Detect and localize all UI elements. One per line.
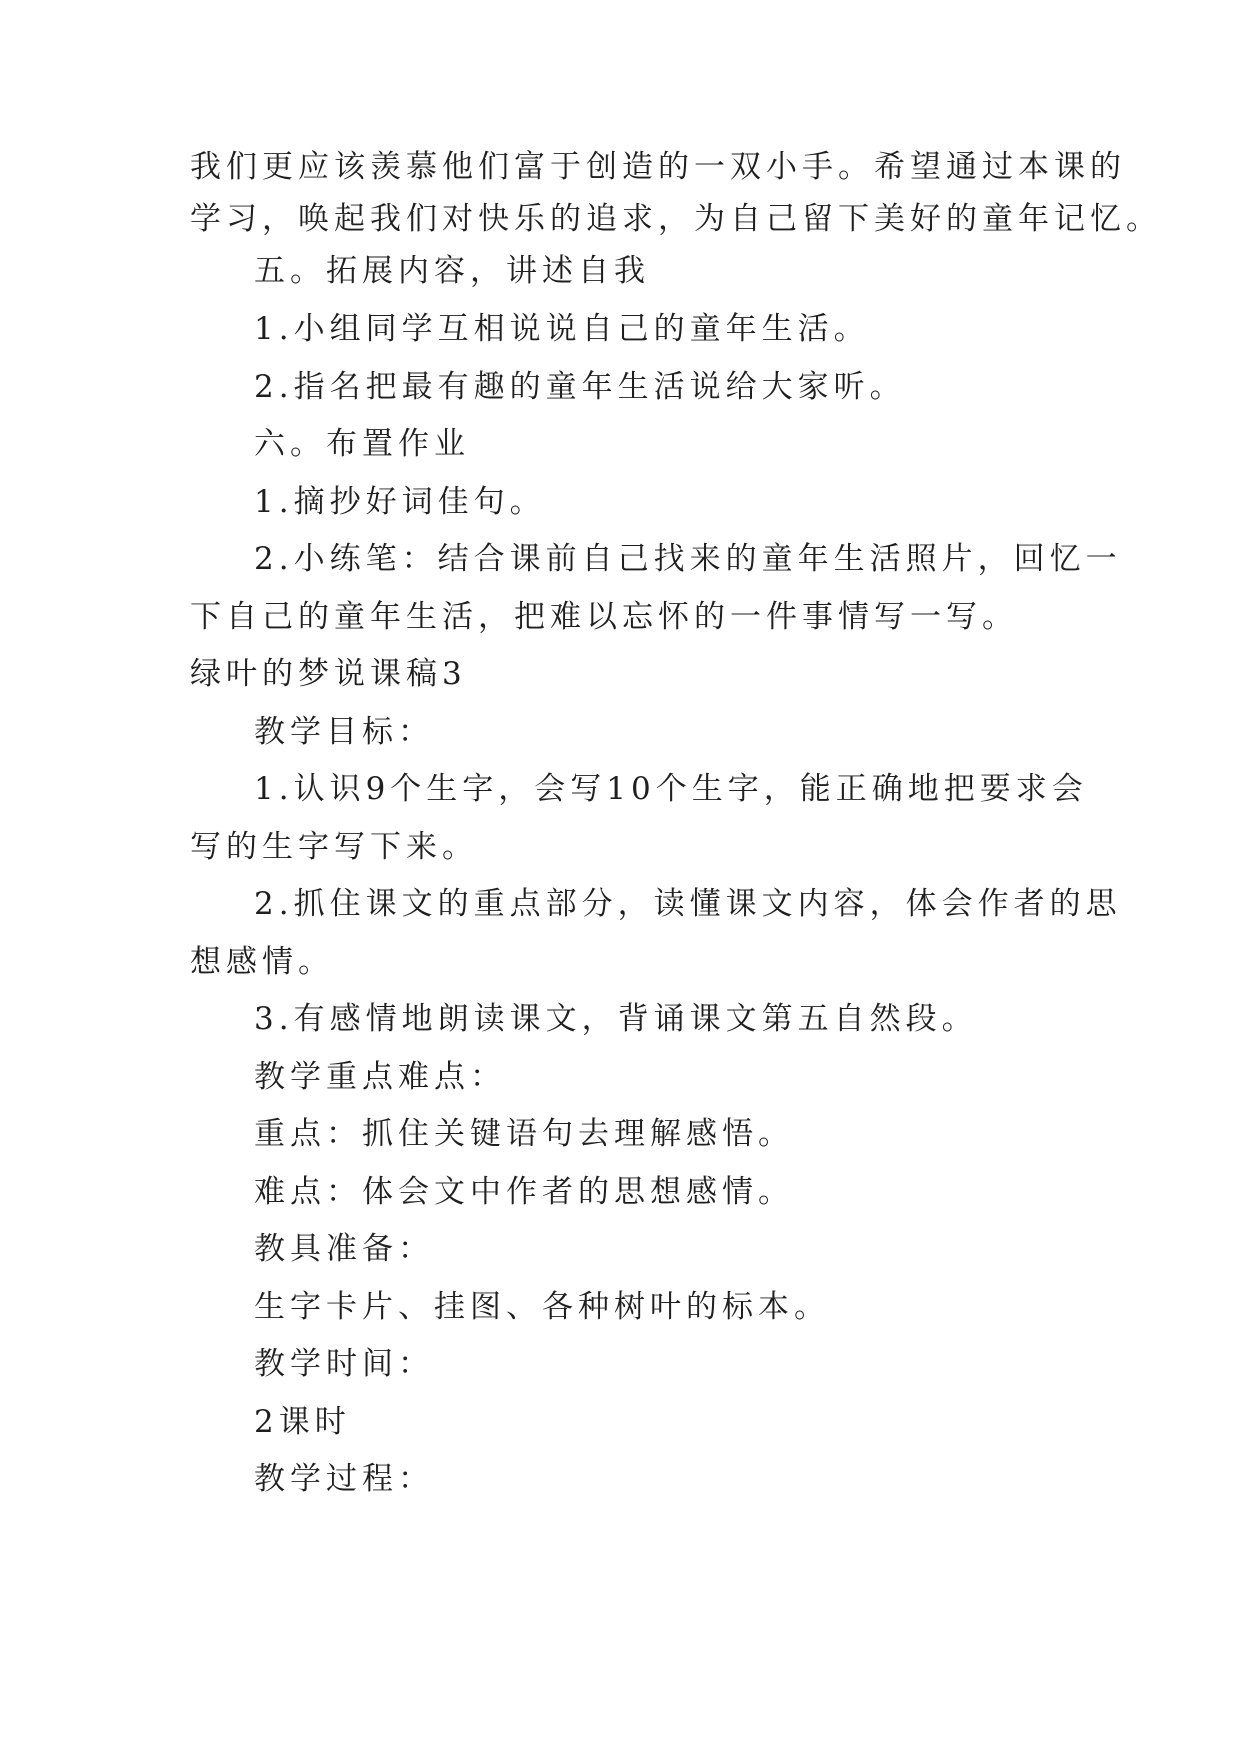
list-item: 1.小组同学互相说说自己的童年生活。 — [254, 311, 870, 347]
list-item: 1.认识9个生字，会写10个生字，能正确地把要求会 — [254, 771, 1088, 807]
list-item: 3.有感情地朗读课文，背诵课文第五自然段。 — [254, 1001, 978, 1037]
section-heading: 教学目标： — [254, 714, 434, 750]
section-heading: 教学过程： — [254, 1461, 434, 1497]
section-heading: 教学重点难点： — [254, 1059, 506, 1095]
paragraph-line: 我们更应该羡慕他们富于创造的一双小手。希望通过本课的 — [190, 149, 1126, 185]
section-heading: 五。拓展内容，讲述自我 — [254, 253, 650, 289]
paragraph-line: 学习，唤起我们对快乐的追求，为自己留下美好的童年记忆。 — [190, 201, 1162, 237]
list-item: 1.摘抄好词佳句。 — [254, 484, 546, 520]
paragraph-line: 重点：抓住关键语句去理解感悟。 — [254, 1116, 794, 1152]
paragraph-line: 生字卡片、挂图、各种树叶的标本。 — [254, 1289, 830, 1325]
list-item: 2.小练笔：结合课前自己找来的童年生活照片，回忆一 — [254, 541, 1122, 577]
paragraph-line: 2课时 — [254, 1404, 351, 1440]
paragraph-line: 写的生字写下来。 — [190, 829, 478, 865]
section-heading: 教具准备： — [254, 1231, 434, 1267]
paragraph-line: 下自己的童年生活，把难以忘怀的一件事情写一写。 — [190, 599, 1018, 635]
paragraph-line: 想感情。 — [190, 944, 334, 980]
section-heading: 教学时间： — [254, 1346, 434, 1382]
list-item: 2.抓住课文的重点部分，读懂课文内容，体会作者的思 — [254, 886, 1122, 922]
document-title: 绿叶的梦说课稿3 — [190, 656, 467, 692]
paragraph-line: 难点：体会文中作者的思想感情。 — [254, 1174, 794, 1210]
section-heading: 六。布置作业 — [254, 426, 470, 462]
list-item: 2.指名把最有趣的童年生活说给大家听。 — [254, 369, 906, 405]
